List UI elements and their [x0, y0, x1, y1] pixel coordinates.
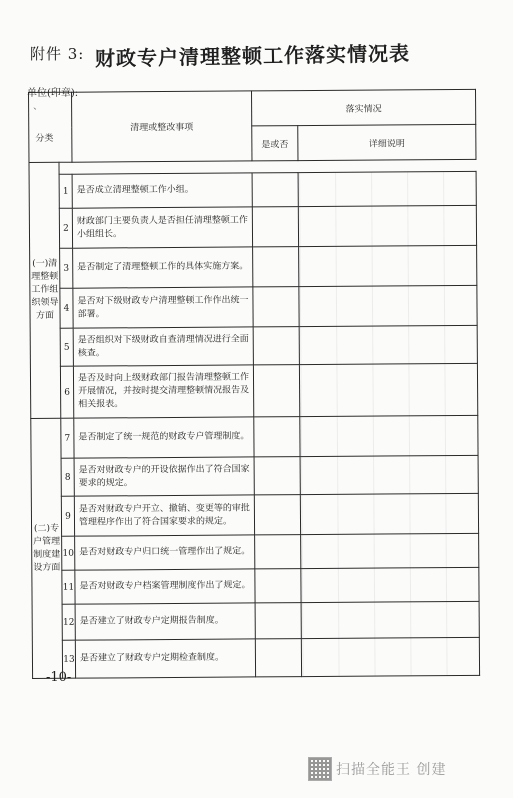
detail-cell[interactable]: [299, 245, 477, 286]
document-title: 财政专户清理整顿工作落实情况表: [94, 41, 411, 71]
row-number: 9: [61, 496, 74, 536]
row-number: 5: [60, 328, 73, 366]
scanner-watermark: 扫描全能王 创建: [336, 762, 447, 778]
row-item: 是否建立了财政专户定期报告制度。: [75, 603, 255, 640]
yes-no-header: 是或否: [252, 126, 298, 161]
yes-no-cell[interactable]: [255, 639, 301, 677]
row-number: 8: [61, 458, 74, 496]
row-item: 是否制定了清理整顿工作的具体实施方案。: [73, 247, 253, 288]
category-cell-2: (二)专户管理制度建设方面: [31, 418, 63, 678]
detail-cell[interactable]: [300, 493, 478, 534]
table-row: [32, 637, 479, 678]
detail-header: 详细说明: [298, 124, 476, 160]
row-item: 是否建立了财政专户定期检查制度。: [75, 639, 255, 678]
category-header: 分类: [35, 133, 54, 144]
detail-cell[interactable]: [299, 363, 477, 416]
row-item: 是否对财政专户归口统一管理作出了规定。: [75, 535, 255, 570]
table-row: [32, 567, 479, 604]
row-item: 是否对财政专户的开设依据作出了符合国家要求的规定。: [74, 457, 254, 496]
row-item: 是否对下级财政专户清理整顿工作作出统一部署。: [73, 287, 253, 328]
detail-cell[interactable]: [301, 567, 479, 602]
yes-no-cell[interactable]: [255, 569, 301, 603]
page-number: -10-: [46, 670, 72, 685]
row-item: 是否对财政专户档案管理制度作出了规定。: [75, 569, 255, 604]
detail-cell[interactable]: [301, 533, 479, 568]
row-number: 13: [62, 640, 75, 678]
table-row: [30, 325, 477, 366]
row-number: 1: [59, 174, 72, 208]
yes-no-cell[interactable]: [253, 247, 299, 287]
table-row: [31, 493, 478, 536]
detail-cell[interactable]: [301, 637, 479, 676]
detail-cell[interactable]: [299, 285, 477, 326]
detail-cell[interactable]: [300, 455, 478, 494]
row-number: 4: [60, 288, 73, 328]
row-item: 是否制定了统一规范的财政专户管理制度。: [74, 417, 254, 458]
yes-no-cell[interactable]: [255, 535, 301, 569]
qr-code-icon: [308, 757, 332, 781]
detail-cell[interactable]: [299, 325, 477, 364]
row-number: 2: [59, 208, 72, 248]
yes-no-cell[interactable]: [253, 365, 299, 417]
yes-no-cell[interactable]: [253, 287, 299, 327]
row-number: 12: [62, 604, 75, 640]
yes-no-cell[interactable]: [254, 417, 300, 457]
row-item: 是否及时向上级财政部门报告清理整顿工作开展情况，并按时提交清理整顿情况报告及相关报表。: [73, 365, 253, 418]
row-number: 11: [62, 570, 75, 604]
detail-cell[interactable]: [298, 171, 476, 206]
table-row: [30, 363, 477, 418]
table-row: [30, 285, 477, 328]
yes-no-cell[interactable]: [255, 603, 301, 639]
yes-no-cell[interactable]: [254, 457, 300, 495]
row-item: 是否组织对下级财政自查清理情况进行全面核查。: [73, 327, 253, 366]
yes-no-cell[interactable]: [252, 173, 298, 207]
corner-mark: 、: [33, 101, 43, 112]
table-row: [29, 171, 476, 208]
yes-no-cell[interactable]: [254, 495, 300, 535]
row-item: 财政部门主要负责人是否担任清理整顿工作小组组长。: [72, 207, 252, 248]
detail-cell[interactable]: [301, 601, 479, 638]
attachment-label: 附件 3:: [30, 45, 85, 63]
row-number: 6: [60, 366, 73, 418]
category-cell-1: (一)清理整顿工作组织领导方面: [29, 162, 61, 418]
yes-no-cell[interactable]: [252, 207, 298, 247]
implementation-header: 落实情况: [251, 89, 475, 126]
table-row: [31, 415, 478, 458]
row-item: 是否成立清理整顿工作小组。: [72, 173, 252, 208]
row-item: 是否对财政专户开立、撤销、变更等的审批管理程序作出了符合国家要求的规定。: [74, 495, 254, 536]
category-header-cell: [29, 92, 72, 162]
table-row: [31, 455, 478, 496]
table-row: [29, 205, 476, 248]
row-number: 7: [61, 418, 74, 458]
implementation-table: [28, 89, 480, 679]
yes-no-cell[interactable]: [253, 327, 299, 365]
table-row: [32, 601, 479, 640]
row-number: 10: [62, 536, 75, 570]
unit-seal-label: 单位(印章):: [27, 88, 79, 99]
item-header: 清理或整改事项: [72, 91, 252, 162]
table-row: [32, 533, 479, 570]
detail-cell[interactable]: [300, 415, 478, 456]
row-number: 3: [60, 248, 73, 288]
detail-cell[interactable]: [298, 205, 476, 246]
table-row: [30, 245, 477, 288]
